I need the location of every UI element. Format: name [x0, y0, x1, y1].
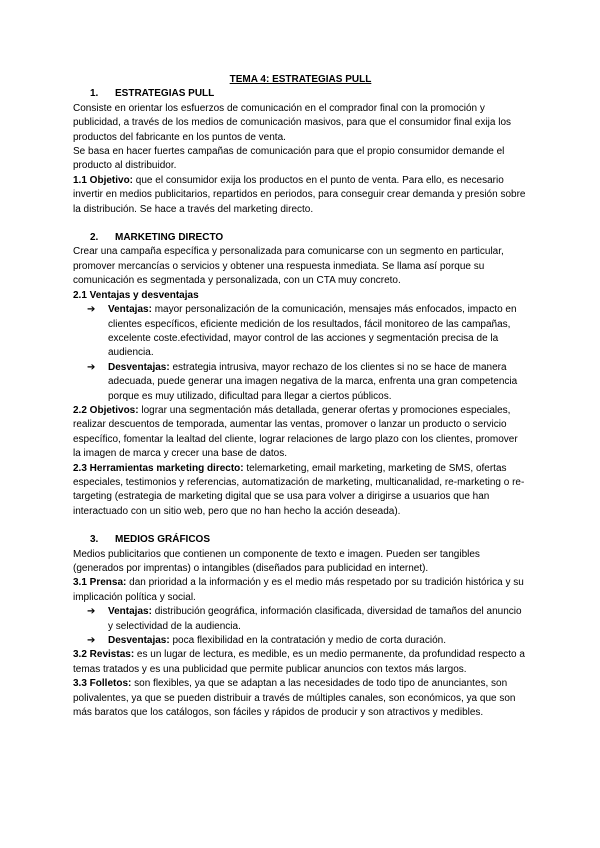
subsection-text: son flexibles, ya que se adaptan a las necesidades de todo tipo de anunciantes, son polivalentes, ya que se pueden distribuir a través de múltiples canales, son económicos, ya que son más baratos que los catálogos, son fáciles y rápidos de producir y son atractivos y medibles. [73, 678, 516, 719]
paragraph: Se basa en hacer fuertes campañas de comunicación para que el propio consumidor demande el producto al distribuidor. [73, 146, 505, 172]
section-number: 3. [90, 534, 99, 546]
spacer [73, 217, 528, 231]
subsection-label: 2.3 Herramientas marketing directo: [73, 462, 244, 474]
paragraph: Medios publicitarios que contienen un componente de texto e imagen. Pueden ser tangibles (generados por imprentas) o intangibles (diseñados para publicidad en internet). [73, 548, 480, 574]
bullet-label: Desventajas: [108, 635, 170, 647]
bullet-label: Ventajas: [108, 606, 152, 618]
subsection-label: 3.3 Folletos: [73, 678, 132, 690]
section-1-heading [73, 87, 528, 101]
paragraph: Consiste en orientar los esfuerzos de comunicación en el comprador final con la promoción y publicidad, a través de los medios de comunicación masivos, para que el consumidor final exija los productos del fabricante en los puntos de venta. [73, 102, 512, 143]
section-title: MARKETING DIRECTO [115, 232, 224, 244]
paragraph: Crear una campaña específica y personalizada para comunicarse con un segmento en particular, promover mercancías o servicios y obtener una respuesta inmediata. Se llama así porque su comunicación es segmentada y personalizada, con un CTA muy concreto. [73, 246, 504, 287]
subsection-heading: 2.1 Ventajas y desventajas [73, 289, 199, 301]
bullet-desventajas [73, 361, 528, 404]
subsection-herramientas [73, 462, 528, 520]
subsection-text: es un lugar de lectura, es medible, es un medio permanente, da profundidad respecto a temas tratados y es una publicidad que permite publicar anuncios con textos más largos. [73, 649, 525, 675]
arrow-bullet-icon: ➔ [87, 606, 96, 618]
spacer [73, 519, 528, 533]
subsection-label: 3.1 Prensa: [73, 577, 127, 589]
bullet-text: estrategia intrusiva, mayor rechazo de los clientes si no se hace de manera adecuada, puede generar una imagen negativa de la marca, enfrenta una gran competencia porque es muy utilizado, dificultad para llegar a ciertos públicos. [108, 361, 518, 402]
subsection-label: 1.1 Objetivo: [73, 174, 134, 186]
bullet-ventajas [73, 303, 528, 361]
bullet-label: Desventajas: [108, 361, 170, 373]
subsection-text: lograr una segmentación más detallada, generar ofertas y promociones especiales, realizar descuentos de temporada, aumentar las ventas, promover o lanzar un producto o servicio específico, fomentar la lealtad del cliente, lograr relaciones de largo plazo con los clientes, promover la imagen de marca y crecer una base de datos. [73, 404, 518, 460]
section-3-heading [73, 533, 528, 547]
bullet-label: Ventajas: [108, 304, 152, 316]
arrow-bullet-icon: ➔ [87, 304, 96, 316]
arrow-bullet-icon: ➔ [87, 361, 96, 373]
subsection-objetivo [73, 174, 528, 217]
subsection-text: telemarketing, email marketing, marketing de SMS, ofertas especiales, testimonios y referencias, automatización de marketing, multicanalidad, re-marketing o re-targeting (estrategia de marketing digital que se usa para volver a dirigirse a usuarios que han interactuado con un sitio web, pero que no han hecho la acción deseada). [73, 462, 525, 517]
arrow-bullet-icon: ➔ [87, 635, 96, 647]
subsection-revistas [73, 648, 528, 677]
subsection-objetivos [73, 404, 528, 462]
subsection-text: que el consumidor exija los productos en el punto de venta. Para ello, es necesario invertir en medios publicitarios, repartidos en periodos, para conseguir crear demanda y presión sobre la distribución. Se hace a través del marketing directo. [73, 174, 526, 215]
section-title: ESTRATEGIAS PULL [115, 88, 215, 100]
bullet-text: poca flexibilidad en la contratación y medio de corta duración. [169, 635, 446, 647]
section-title: MEDIOS GRÁFICOS [115, 534, 211, 546]
subsection-prensa [73, 576, 528, 605]
bullet-text: distribución geográfica, información clasificada, diversidad de tamaños del anuncio y selectividad de la audiencia. [108, 606, 522, 632]
subsection-label: 3.2 Revistas: [73, 649, 135, 661]
document-title: TEMA 4: ESTRATEGIAS PULL [229, 74, 372, 85]
subsection-label: 2.2 Objetivos: [73, 404, 139, 416]
subsection-text: dan prioridad a la información y es el medio más respetado por su tradición histórica y su implicación política y social. [73, 577, 524, 603]
bullet-text: mayor personalización de la comunicación, mensajes más enfocados, impacto en clientes específicos, eficiente medición de los resultados, fácil monitoreo de las campañas, excelente coste.efectividad, mayor control de las acciones y segmentación precisa de la audiencia. [108, 304, 517, 359]
bullet-desventajas [73, 634, 528, 648]
section-number: 1. [90, 88, 99, 100]
bullet-ventajas [73, 605, 528, 634]
section-2-heading [73, 231, 528, 245]
section-number: 2. [90, 232, 99, 244]
document-page [73, 73, 528, 720]
subsection-folletos [73, 677, 528, 720]
